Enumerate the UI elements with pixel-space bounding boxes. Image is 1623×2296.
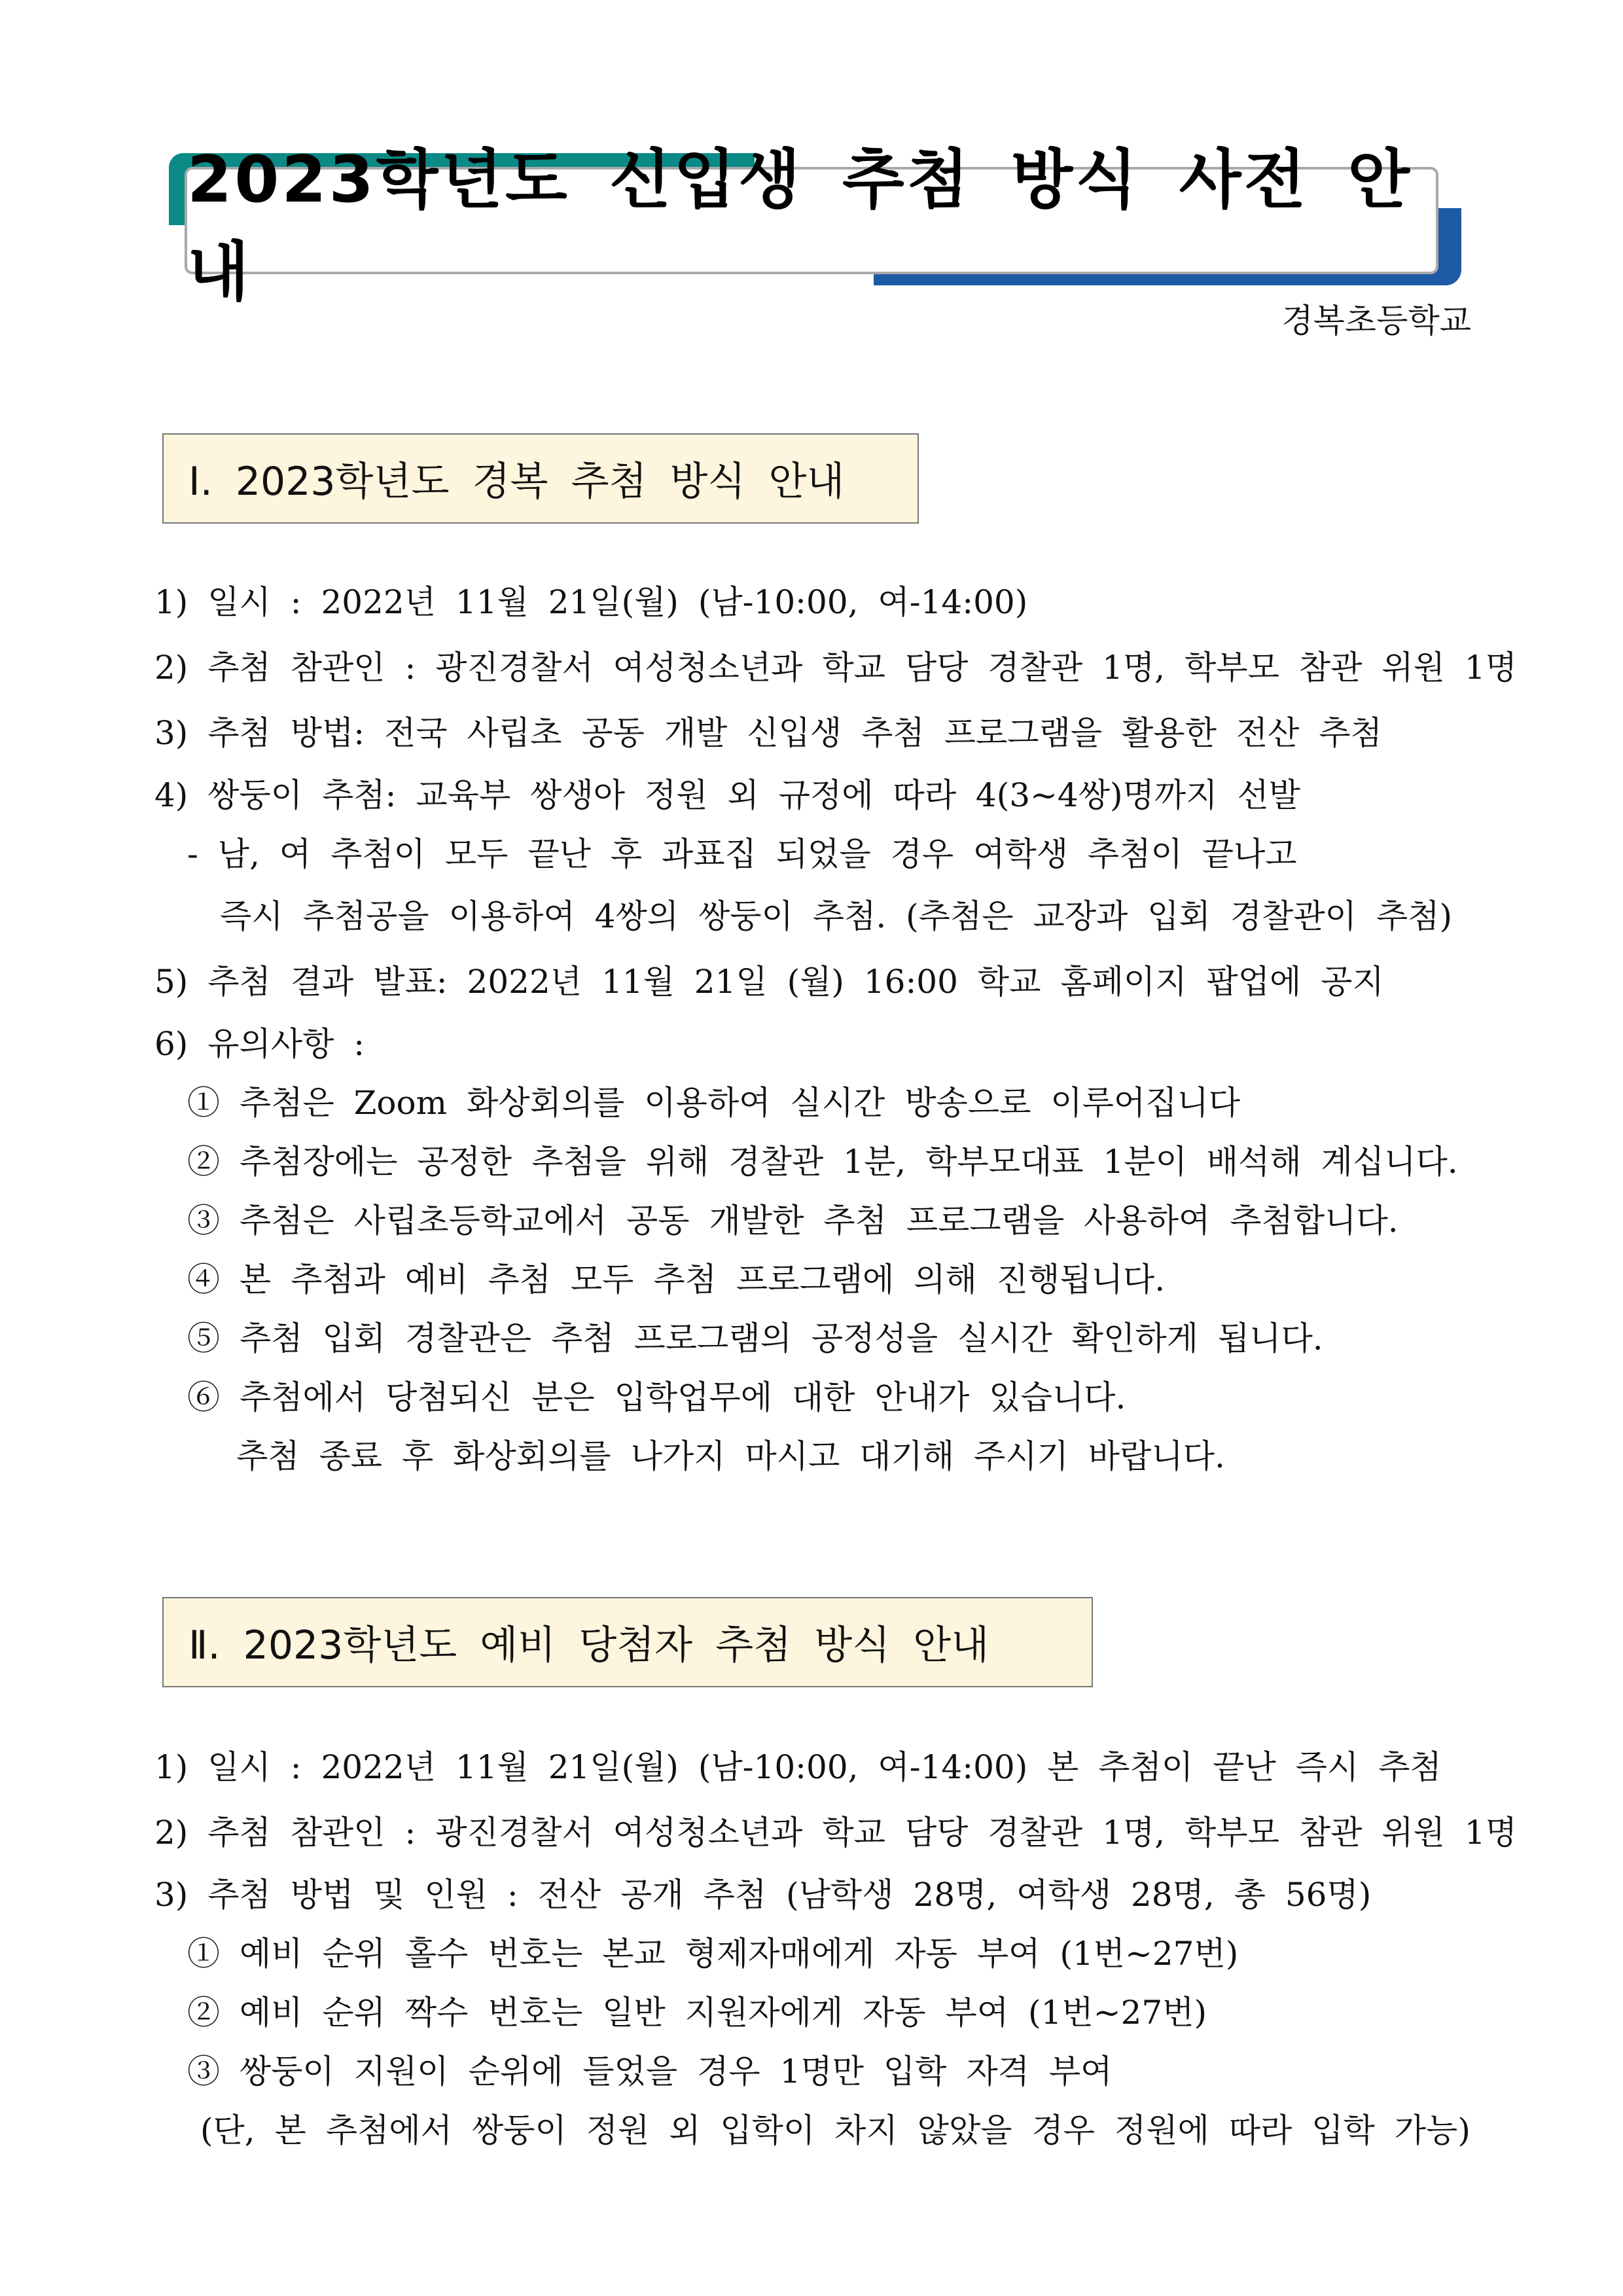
title-banner <box>0 0 1623 310</box>
section2-item-date: 1) 일시 : 2022년 11월 21일(월) (남-10:00, 여-14:00) 본 추첨이 끝난 즉시 추첨 <box>154 1748 1442 1786</box>
section1-item-method: 3) 추첨 방법: 전국 사립초 공동 개발 신입생 추첨 프로그램을 활용한 전산 추첨 <box>154 714 1382 752</box>
section1-note-6-cont: 추첨 종료 후 화상회의를 나가지 마시고 대기해 주시기 바랍니다. <box>236 1437 1225 1475</box>
section1-item-twins: 4) 쌍둥이 추첨: 교육부 쌍생아 정원 외 규정에 따라 4(3~4쌍)명까지 선발 <box>154 776 1300 814</box>
section1-item-date: 1) 일시 : 2022년 11월 21일(월) (남-10:00, 여-14:00) <box>154 583 1028 621</box>
section1-twins-sub-2: 즉시 추첨공을 이용하여 4쌍의 쌍둥이 추첨. (추첨은 교장과 입회 경찰관이 추첨) <box>220 897 1452 935</box>
section2-sub-3: ③ 쌍둥이 지원이 순위에 들었을 경우 1명만 입학 자격 부여 <box>187 2053 1113 2090</box>
section1-heading: Ⅰ. 2023학년도 경복 추첨 방식 안내 <box>162 433 919 524</box>
school-name: 경복초등학교 <box>1281 302 1471 340</box>
section1-notes-heading: 6) 유의사항 : <box>154 1025 365 1063</box>
section2-sub-1: ① 예비 순위 홀수 번호는 본교 형제자매에게 자동 부여 (1번~27번) <box>187 1935 1239 1973</box>
section2-heading: Ⅱ. 2023학년도 예비 당첨자 추첨 방식 안내 <box>162 1597 1093 1687</box>
section2-sub-note: (단, 본 추첨에서 쌍둥이 정원 외 입학이 차지 않았을 경우 정원에 따라 입학 가능) <box>200 2111 1471 2149</box>
section1-note-5: ⑤ 추첨 입회 경찰관은 추첨 프로그램의 공정성을 실시간 확인하게 됩니다. <box>187 1319 1323 1357</box>
section1-note-1: ① 추첨은 Zoom 화상회의를 이용하여 실시간 방송으로 이루어집니다 <box>187 1084 1241 1122</box>
section1-item-result: 5) 추첨 결과 발표: 2022년 11월 21일 (월) 16:00 학교 홈페이지 팝업에 공지 <box>154 963 1384 1001</box>
page-title: 2023학년도 신입생 추첨 방식 사전 안내 <box>185 167 1438 274</box>
section1-note-6: ⑥ 추첨에서 당첨되신 분은 입학업무에 대한 안내가 있습니다. <box>187 1378 1126 1416</box>
section2-item-method: 3) 추첨 방법 및 인원 : 전산 공개 추첨 (남학생 28명, 여학생 28명, 총 56명) <box>154 1876 1372 1914</box>
section1-note-2: ② 추첨장에는 공정한 추첨을 위해 경찰관 1분, 학부모대표 1분이 배석해 계십니다. <box>187 1143 1458 1181</box>
section1-item-observers: 2) 추첨 참관인 : 광진경찰서 여성청소년과 학교 담당 경찰관 1명, 학부모 참관 위원 1명 <box>154 649 1517 687</box>
section1-twins-sub-1: - 남, 여 추첨이 모두 끝난 후 과표집 되었을 경우 여학생 추첨이 끝나고 <box>187 835 1297 873</box>
section1-body <box>154 569 1517 1486</box>
section2-sub-2: ② 예비 순위 짝수 번호는 일반 지원자에게 자동 부여 (1번~27번) <box>187 1994 1207 2032</box>
section1-note-4: ④ 본 추첨과 예비 추첨 모두 추첨 프로그램에 의해 진행됩니다. <box>187 1261 1166 1299</box>
section2-body <box>154 1734 1517 2160</box>
section1-note-3: ③ 추첨은 사립초등학교에서 공동 개발한 추첨 프로그램을 사용하여 추첨합니다. <box>187 1202 1399 1240</box>
section2-item-observers: 2) 추첨 참관인 : 광진경찰서 여성청소년과 학교 담당 경찰관 1명, 학부모 참관 위원 1명 <box>154 1814 1517 1852</box>
